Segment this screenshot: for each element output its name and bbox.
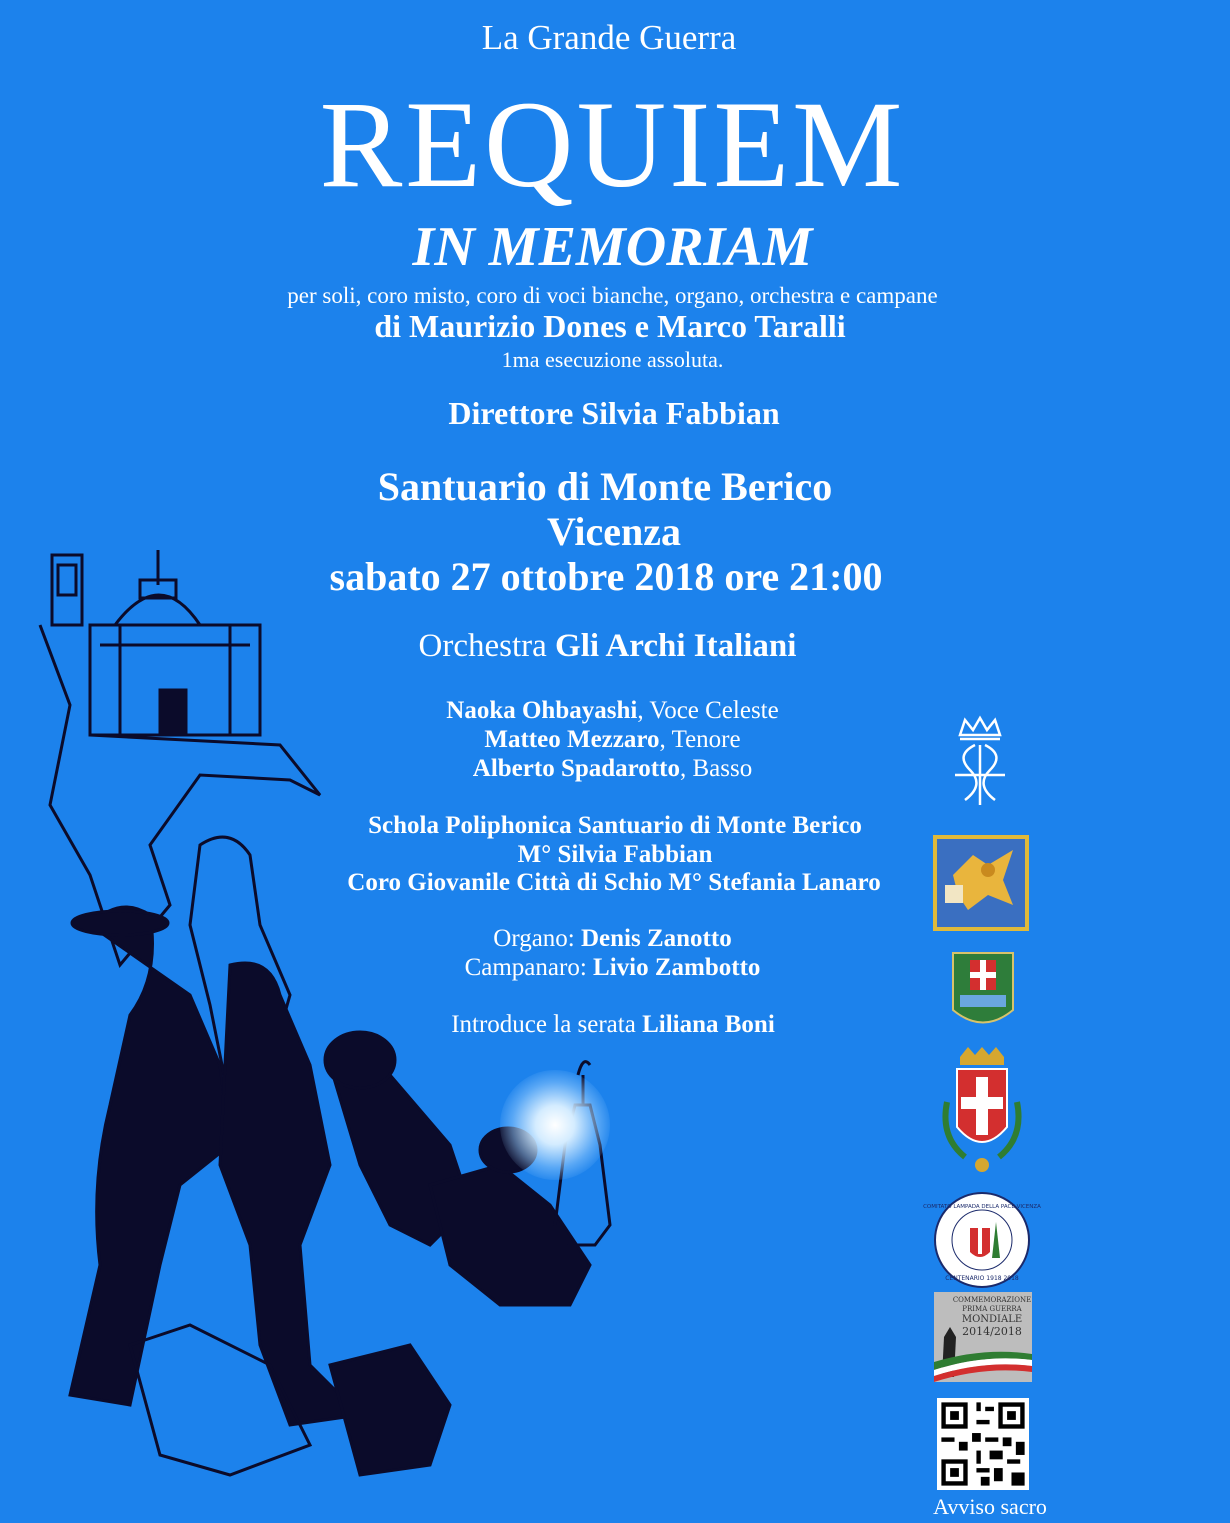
organ-label: Organo:: [493, 925, 581, 952]
presenter-label: Introduce la serata: [451, 1011, 643, 1038]
choir-line: M° Silvia Fabbian: [517, 841, 713, 868]
scoring-description: per soli, coro misto, coro di voci bianche, organo, orchestra e campane: [287, 283, 938, 308]
commemorazione-logo: [934, 1292, 1032, 1382]
sanctuary-monogram-logo: [945, 715, 1015, 810]
event-subtitle: IN MEMORIAM: [412, 216, 813, 278]
soldiers-sanctuary-illustration: [30, 545, 660, 1505]
event-title: REQUIEM: [319, 76, 906, 213]
lantern-glow: [500, 1070, 610, 1180]
commemorazione-line: COMMEMORAZIONE: [952, 1296, 1032, 1304]
commemorazione-line: MONDIALE: [961, 1314, 1023, 1325]
organ-name: Denis Zanotto: [581, 925, 732, 952]
cast-role: , Tenore: [659, 726, 741, 753]
director: Direttore Silvia Fabbian: [448, 395, 780, 431]
schio-coat-of-arms-logo: [950, 950, 1016, 1035]
choir-line: Coro Giovanile Città di Schio M° Stefania Lanaro: [347, 869, 881, 896]
venue-name: Santuario di Monte Berico: [377, 464, 833, 509]
commemorazione-line: 2014/2018: [962, 1325, 1022, 1338]
bells-name: Livio Zambotto: [593, 954, 761, 981]
choir-line: Schola Poliphonica Santuario di Monte Berico: [368, 812, 862, 839]
premiere-note: 1ma esecuzione assoluta.: [501, 347, 724, 372]
qr-code[interactable]: [937, 1398, 1029, 1490]
lampada-della-pace-committee-logo: [923, 1190, 1041, 1290]
composers: di Maurizio Dones e Marco Taralli: [374, 308, 846, 344]
cast-role: , Basso: [679, 755, 753, 782]
cast-name: Matteo Mezzaro: [484, 726, 660, 753]
lampada-logo-text: COMITATO LAMPADA DELLA PACE VICENZA: [923, 1204, 1041, 1210]
vicenza-coat-of-arms-logo: [935, 1047, 1029, 1177]
bells-label: Campanaro:: [464, 954, 594, 981]
lion-of-saint-mark-logo: [933, 835, 1029, 931]
event-datetime: sabato 27 ottobre 2018 ore 21:00: [329, 554, 883, 599]
cast-name: Naoka Ohbayashi: [446, 697, 638, 724]
venue-city: Vicenza: [546, 509, 682, 554]
lampada-logo-bottom: CENTENARIO 1918 2018: [945, 1275, 1019, 1282]
cast-role: , Voce Celeste: [637, 697, 779, 724]
event-kicker: La Grande Guerra: [481, 18, 737, 57]
orchestra-name: Gli Archi Italiani: [555, 628, 797, 664]
notice-label: Avviso sacro: [933, 1494, 1047, 1519]
cast-name: Alberto Spadarotto: [472, 755, 680, 782]
presenter-name: Liliana Boni: [642, 1011, 775, 1038]
orchestra-prefix: Orchestra: [418, 628, 556, 664]
commemorazione-line: PRIMA GUERRA: [962, 1305, 1022, 1313]
